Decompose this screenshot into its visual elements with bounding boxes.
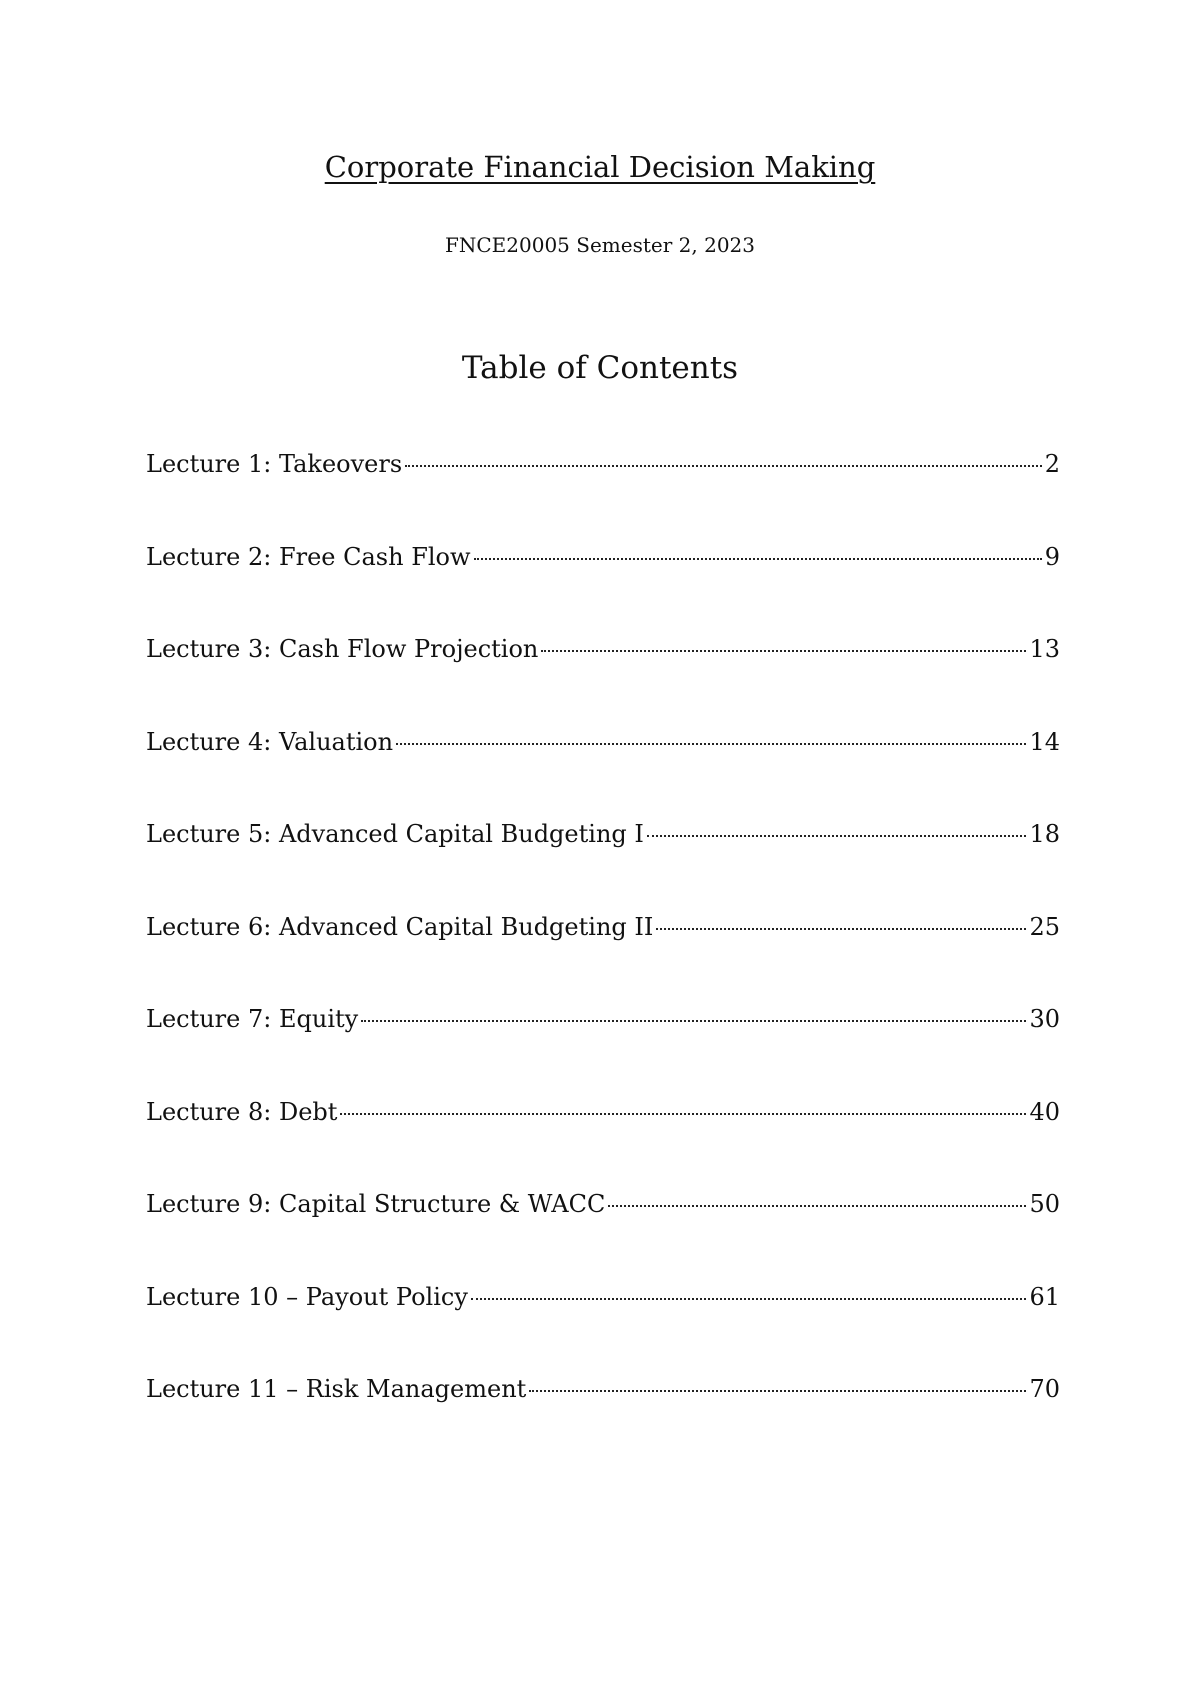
toc-entry[interactable] [146,913,1060,1006]
toc-entry-page: 50 [1029,1190,1060,1218]
toc-entry[interactable] [146,450,1060,543]
table-of-contents [146,450,1060,1468]
toc-dot-leader [474,558,1042,560]
toc-entry[interactable] [146,1098,1060,1191]
toc-entry-page: 18 [1029,820,1060,848]
toc-entry-page: 14 [1029,727,1060,756]
toc-dot-leader [361,1020,1026,1022]
toc-entry-title: Lecture 5: Advanced Capital Budgeting I [146,820,644,848]
toc-heading: Table of Contents [461,350,739,386]
toc-entry-title: Lecture 3: Cash Flow Projection [146,635,539,663]
toc-entry-page: 70 [1029,1375,1060,1403]
toc-entry-title: Lecture 11 – Risk Management [146,1375,527,1403]
toc-dot-leader [647,835,1027,837]
toc-entry[interactable] [146,820,1060,913]
toc-dot-leader [396,743,1026,745]
toc-entry-title: Lecture 4: Valuation [146,727,394,756]
toc-entry-title: Lecture 9: Capital Structure & WACC [146,1190,606,1218]
toc-entry-page: 9 [1044,542,1060,571]
toc-entry-page: 30 [1029,1005,1060,1033]
toc-entry[interactable] [146,543,1060,636]
toc-entry-page: 13 [1029,635,1060,663]
toc-entry[interactable] [146,1005,1060,1098]
toc-dot-leader [608,1205,1026,1207]
toc-dot-leader [340,1113,1026,1115]
toc-entry[interactable] [146,1190,1060,1283]
toc-entry-title: Lecture 10 – Payout Policy [146,1282,468,1311]
toc-entry-page: 2 [1044,450,1060,478]
toc-entry-title: Lecture 8: Debt [146,1097,338,1126]
document-subtitle: FNCE20005 Semester 2, 2023 [445,233,755,257]
toc-dot-leader [529,1390,1026,1392]
toc-entry[interactable] [146,1375,1060,1468]
toc-entry-title: Lecture 7: Equity [146,1005,359,1033]
toc-entry-title: Lecture 1: Takeovers [146,450,403,478]
toc-dot-leader [656,928,1026,930]
toc-dot-leader [405,465,1042,467]
toc-dot-leader [471,1298,1027,1300]
toc-entry[interactable] [146,728,1060,821]
toc-entry[interactable] [146,1283,1060,1376]
document-title: Corporate Financial Decision Making [324,150,876,184]
toc-entry-page: 61 [1029,1282,1060,1311]
toc-dot-leader [541,650,1026,652]
toc-entry-page: 25 [1029,912,1060,941]
toc-entry-page: 40 [1029,1097,1060,1126]
toc-entry-title: Lecture 2: Free Cash Flow [146,542,471,571]
toc-entry[interactable] [146,635,1060,728]
toc-entry-title: Lecture 6: Advanced Capital Budgeting II [146,912,654,941]
